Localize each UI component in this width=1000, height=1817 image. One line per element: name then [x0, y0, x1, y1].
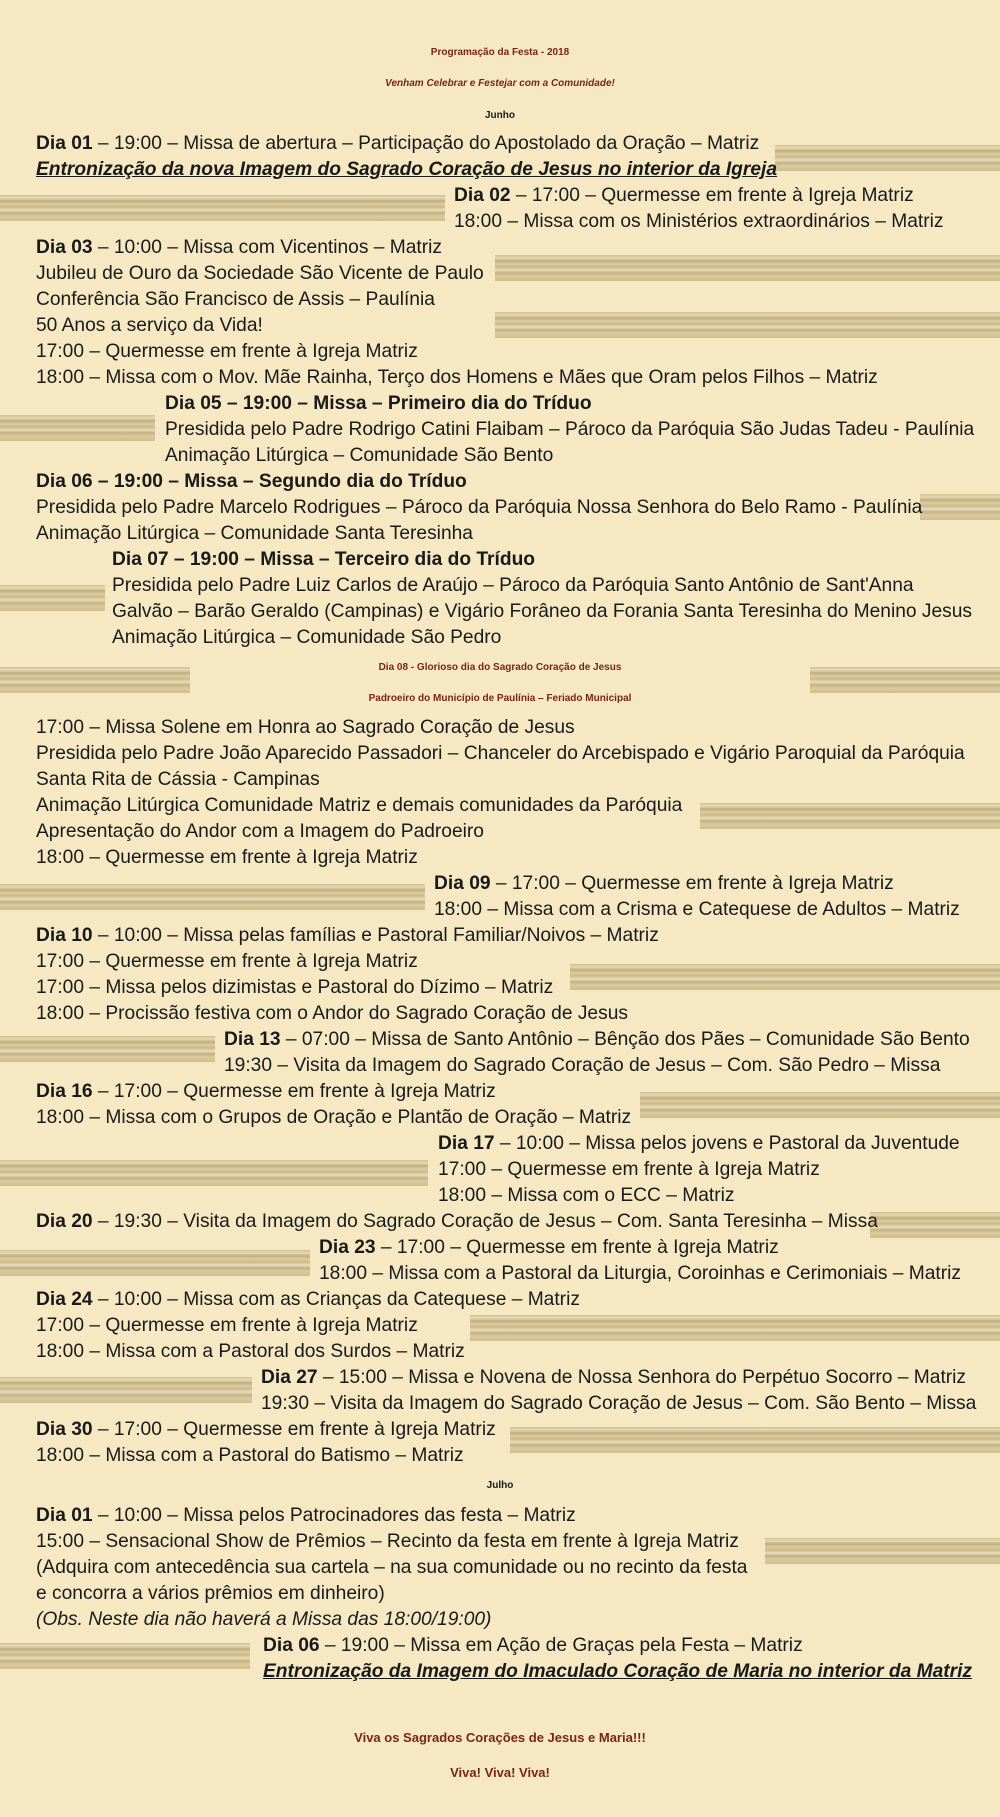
schedule-line: Animação Litúrgica – Comunidade São Pedro	[112, 627, 502, 648]
decorative-stripe	[0, 884, 425, 910]
schedule-line: Conferência São Francisco de Assis – Paulínia	[36, 289, 435, 310]
day-label: Dia 10	[36, 925, 93, 946]
day-label: Dia 01	[36, 133, 93, 154]
schedule-line: 17:00 – Quermesse em frente à Igreja Matriz	[36, 1315, 418, 1336]
decorative-stripe	[0, 415, 155, 441]
schedule-line: Entronização da nova Imagem do Sagrado Coração de Jesus no interior da Igreja	[36, 159, 778, 180]
schedule-line: 17:00 – Quermesse em frente à Igreja Matriz	[36, 341, 418, 362]
schedule-line: 19:30 – Visita da Imagem do Sagrado Coração de Jesus – Com. São Bento – Missa	[261, 1393, 977, 1414]
schedule-line: Santa Rita de Cássia - Campinas	[36, 769, 320, 790]
schedule-line	[224, 1027, 970, 1053]
day-label: Dia 17	[438, 1133, 495, 1154]
schedule-note: (Obs. Neste dia não haverá a Missa das 18:00/19:00)	[36, 1609, 492, 1630]
schedule-line: 17:00 – Quermesse em frente à Igreja Matriz	[438, 1159, 820, 1180]
day-label: Dia 02	[454, 185, 511, 206]
schedule-line: Galvão – Barão Geraldo (Campinas) e Vigário Forâneo da Forania Santa Teresinha do Menino Jesus	[112, 601, 973, 622]
day-label: Dia 06	[263, 1635, 320, 1656]
schedule-text: – 10:00 – Missa pelos jovens e Pastoral da Juventude	[494, 1133, 960, 1154]
decorative-stripe	[920, 494, 1000, 520]
day-label: Dia 03	[36, 237, 93, 258]
page-title: Programação da Festa - 2018	[430, 47, 570, 58]
schedule-line	[319, 1235, 779, 1261]
schedule-line: 18:00 – Missa com o ECC – Matriz	[438, 1185, 735, 1206]
schedule-line: Animação Litúrgica Comunidade Matriz e demais comunidades da Paróquia	[36, 795, 683, 816]
closing-acclamation: Viva os Sagrados Corações de Jesus e Maria!!!	[354, 1730, 646, 1745]
decorative-stripe	[765, 1538, 1000, 1564]
schedule-line	[261, 1365, 966, 1391]
decorative-stripe	[0, 1377, 252, 1403]
decorative-stripe	[0, 1250, 310, 1276]
schedule-line: 18:00 – Missa com a Crisma e Catequese de Adultos – Matriz	[434, 899, 960, 920]
schedule-line: 18:00 – Missa com o Mov. Mãe Rainha, Terço dos Homens e Mães que Oram pelos Filhos – Matriz	[36, 367, 878, 388]
schedule-line	[36, 1503, 576, 1529]
decorative-stripe	[870, 1212, 1000, 1238]
schedule-text: – 19:00 – Missa em Ação de Graças pela Festa – Matriz	[319, 1635, 803, 1656]
schedule-line	[36, 1287, 580, 1313]
schedule-line: 15:00 – Sensacional Show de Prêmios – Recinto da festa em frente à Igreja Matriz	[36, 1531, 739, 1552]
schedule-line	[36, 923, 659, 949]
schedule-line: Jubileu de Ouro da Sociedade São Vicente de Paulo	[36, 263, 484, 284]
schedule-text: – 10:00 – Missa com Vicentinos – Matriz	[92, 237, 442, 258]
day-label: Dia 09	[434, 873, 491, 894]
schedule-line	[36, 1209, 878, 1235]
schedule-line: Dia 05 – 19:00 – Missa – Primeiro dia do Tríduo	[165, 393, 592, 414]
decorative-stripe	[0, 195, 445, 221]
schedule-text: – 19:30 – Visita da Imagem do Sagrado Coração de Jesus – Com. Santa Teresinha – Missa	[92, 1211, 878, 1232]
schedule-line: Apresentação do Andor com a Imagem do Padroeiro	[36, 821, 484, 842]
day-label: Dia 13	[224, 1029, 281, 1050]
day-label: Dia 27	[261, 1367, 318, 1388]
feast-heading: Padroeiro do Município de Paulínia – Feriado Municipal	[368, 693, 632, 704]
day-label: Dia 24	[36, 1289, 93, 1310]
schedule-line: 19:30 – Visita da Imagem do Sagrado Coração de Jesus – Com. São Pedro – Missa	[224, 1055, 941, 1076]
schedule-line: 18:00 – Missa com a Pastoral dos Surdos – Matriz	[36, 1341, 465, 1362]
schedule-line: (Adquira com antecedência sua cartela – na sua comunidade ou no recinto da festa	[36, 1557, 748, 1578]
schedule-text: – 15:00 – Missa e Novena de Nossa Senhora do Perpétuo Socorro – Matriz	[317, 1367, 967, 1388]
schedule-line	[454, 183, 914, 209]
day-label: Dia 01	[36, 1505, 93, 1526]
schedule-text: – 07:00 – Missa de Santo Antônio – Bênção dos Pães – Comunidade São Bento	[280, 1029, 970, 1050]
decorative-stripe	[495, 255, 1000, 281]
schedule-line: Presidida pelo Padre João Aparecido Passadori – Chanceler do Arcebispado e Vigário Paroquial da Paróquia	[36, 743, 965, 764]
schedule-line: e concorra a vários prêmios em dinheiro)	[36, 1583, 385, 1604]
month-heading-july: Julho	[486, 1480, 514, 1491]
decorative-stripe	[510, 1427, 1000, 1453]
page-subtitle: Venham Celebrar e Festejar com a Comunidade!	[385, 78, 615, 89]
schedule-line: 18:00 – Missa com a Pastoral da Liturgia, Coroinhas e Cerimoniais – Matriz	[319, 1263, 962, 1284]
decorative-stripe	[700, 803, 1000, 829]
schedule-text: – 17:00 – Quermesse em frente à Igreja Matriz	[510, 185, 914, 206]
day-label: Dia 30	[36, 1419, 93, 1440]
decorative-stripe	[495, 312, 1000, 338]
schedule-text: – 17:00 – Quermesse em frente à Igreja Matriz	[92, 1419, 496, 1440]
schedule-text: – 17:00 – Quermesse em frente à Igreja Matriz	[92, 1081, 496, 1102]
schedule-line: Presidida pelo Padre Rodrigo Catini Flaibam – Pároco da Paróquia São Judas Tadeu - Paulínia	[165, 419, 975, 440]
schedule-line	[36, 235, 442, 261]
schedule-text: – 10:00 – Missa com as Crianças da Catequese – Matriz	[92, 1289, 580, 1310]
schedule-line: Animação Litúrgica – Comunidade Santa Teresinha	[36, 523, 473, 544]
schedule-line	[36, 1079, 496, 1105]
decorative-stripe	[0, 1036, 215, 1062]
schedule-line: 18:00 – Missa com o Grupos de Oração e Plantão de Oração – Matriz	[36, 1107, 632, 1128]
schedule-line: Dia 07 – 19:00 – Missa – Terceiro dia do Tríduo	[112, 549, 536, 570]
schedule-line	[263, 1633, 803, 1659]
decorative-stripe	[775, 145, 1000, 171]
schedule-line: 17:00 – Quermesse em frente à Igreja Matriz	[36, 951, 418, 972]
decorative-stripe	[0, 1160, 428, 1186]
decorative-stripe	[640, 1092, 1000, 1118]
month-heading-june: Junho	[485, 110, 515, 121]
feast-heading: Dia 08 - Glorioso dia do Sagrado Coração de Jesus	[378, 662, 622, 673]
schedule-text: – 10:00 – Missa pelos Patrocinadores das festa – Matriz	[92, 1505, 576, 1526]
schedule-line: 18:00 – Missa com os Ministérios extraordinários – Matriz	[454, 211, 944, 232]
schedule-line: 17:00 – Missa pelos dizimistas e Pastoral do Dízimo – Matriz	[36, 977, 554, 998]
schedule-line: Animação Litúrgica – Comunidade São Bento	[165, 445, 554, 466]
decorative-stripe	[0, 1643, 250, 1669]
decorative-stripe	[0, 585, 105, 611]
schedule-line	[36, 1417, 496, 1443]
schedule-line: Entronização da Imagem do Imaculado Coração de Maria no interior da Matriz	[263, 1661, 973, 1682]
closing-acclamation: Viva! Viva! Viva!	[450, 1765, 550, 1780]
day-label: Dia 16	[36, 1081, 93, 1102]
schedule-line: Presidida pelo Padre Luiz Carlos de Araújo – Pároco da Paróquia Santo Antônio de Sant'Anna	[112, 575, 914, 596]
schedule-line	[36, 131, 759, 157]
schedule-text: – 17:00 – Quermesse em frente à Igreja Matriz	[490, 873, 894, 894]
schedule-line: 50 Anos a serviço da Vida!	[36, 315, 263, 336]
schedule-line: Presidida pelo Padre Marcelo Rodrigues – Pároco da Paróquia Nossa Senhora do Belo Ramo - Paulínia	[36, 497, 923, 518]
schedule-line: 17:00 – Missa Solene em Honra ao Sagrado Coração de Jesus	[36, 717, 575, 738]
schedule-line	[434, 871, 894, 897]
schedule-text: – 19:00 – Missa de abertura – Participação do Apostolado da Oração – Matriz	[92, 133, 760, 154]
schedule-line	[438, 1131, 960, 1157]
schedule-line: 18:00 – Procissão festiva com o Andor do Sagrado Coração de Jesus	[36, 1003, 628, 1024]
schedule-text: – 17:00 – Quermesse em frente à Igreja Matriz	[375, 1237, 779, 1258]
decorative-stripe	[470, 1315, 1000, 1341]
day-label: Dia 20	[36, 1211, 93, 1232]
day-label: Dia 23	[319, 1237, 376, 1258]
schedule-line: 18:00 – Quermesse em frente à Igreja Matriz	[36, 847, 418, 868]
schedule-text: – 10:00 – Missa pelas famílias e Pastoral Familiar/Noivos – Matriz	[92, 925, 659, 946]
schedule-line: 18:00 – Missa com a Pastoral do Batismo – Matriz	[36, 1445, 464, 1466]
schedule-line: Dia 06 – 19:00 – Missa – Segundo dia do Tríduo	[36, 471, 467, 492]
decorative-stripe	[570, 964, 1000, 990]
